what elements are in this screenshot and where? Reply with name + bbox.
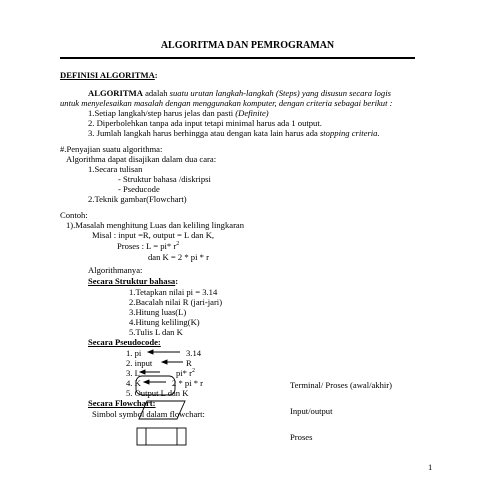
contoh-proses-sup: 2 bbox=[176, 241, 180, 248]
pseudo-line-1-left: 1. pi bbox=[126, 348, 142, 358]
definition-line-2: untuk menyelesaikan masalah dengan menggunakan komputer, dengan criteria sebagai berikut : bbox=[60, 98, 393, 108]
assign-arrowhead-4 bbox=[144, 380, 149, 384]
pseudo-line-4-right: 2 * pi * r bbox=[172, 378, 204, 388]
pseudo-line-1-right: 3.14 bbox=[186, 348, 202, 358]
penyajian-sub-2: - Pseducode bbox=[118, 184, 160, 194]
contoh-line-1: 1).Masalah menghitung Luas dan keliling lingkaran bbox=[66, 220, 245, 230]
contoh-misal: Misal : input =R, output = L dan K, bbox=[92, 230, 215, 240]
penyajian-line-1: Algorithma dapat disajikan dalam dua cara: bbox=[66, 154, 217, 164]
page-number: 1 bbox=[428, 462, 433, 472]
pseudo-line-3-left: 3. L bbox=[126, 368, 140, 378]
input-output-label: Input/output bbox=[290, 406, 333, 416]
penyajian-item-1: 1.Secara tulisan bbox=[88, 164, 143, 174]
flowchart-intro: Simbol symbol dalam flowchart: bbox=[92, 409, 205, 419]
struktur-heading-text: Secara Struktur bahasa bbox=[88, 276, 176, 286]
penyajian-item-2: 2.Teknik gambar(Flowchart) bbox=[88, 194, 187, 204]
flowchart-heading: Secara Flowchart: bbox=[88, 398, 156, 408]
process-label: Proses bbox=[290, 432, 313, 442]
terminal-label: Terminal/ Proses (awal/akhir) bbox=[290, 380, 393, 390]
criteria-item-1-italic: (Definite) bbox=[235, 108, 269, 118]
section-heading-text: DEFINISI ALGORITMA bbox=[60, 70, 155, 80]
penyajian-heading: #.Penyajian suatu algorithma: bbox=[60, 144, 163, 154]
struktur-step-3: 3.Hitung luas(L) bbox=[129, 307, 187, 317]
page-title: ALGORITMA DAN PEMROGRAMAN bbox=[160, 40, 335, 51]
struktur-step-4: 4.Hitung keliling(K) bbox=[129, 317, 200, 327]
contoh-dan: dan K = 2 * pi * r bbox=[148, 252, 209, 262]
criteria-item-3-italic: stopping criteria. bbox=[319, 128, 380, 138]
criteria-item-2: 2. Diperbolehkan tanpa ada input tetapi minimal harus ada 1 output. bbox=[88, 118, 322, 128]
struktur-heading-colon: : bbox=[175, 276, 179, 286]
terminal-symbol bbox=[136, 376, 175, 395]
pseudo-line-2-left: 2. input bbox=[126, 358, 153, 368]
pseudo-line-3-sup: 2 bbox=[192, 368, 195, 375]
criteria-item-3-text: 3. Jumlah langkah harus berhingga atau dengan kata lain harus ada bbox=[88, 128, 320, 138]
struktur-step-5: 5.Tulis L dan K bbox=[129, 327, 183, 337]
algoritmanya-label: Algorithmanya: bbox=[88, 265, 143, 275]
assign-arrowhead-2 bbox=[162, 360, 167, 364]
assign-arrowhead-1 bbox=[148, 350, 153, 354]
definition-term: ALGORITMA bbox=[88, 88, 143, 98]
pseudo-line-4-left: 4. K bbox=[126, 378, 141, 388]
input-output-symbol bbox=[139, 401, 185, 419]
contoh-proses-text: Proses : L = pi* r bbox=[117, 241, 177, 251]
definition-adalah: adalah bbox=[142, 88, 170, 98]
pseudo-line-5: 5. Output L dan K bbox=[126, 388, 189, 398]
section-heading-colon: : bbox=[154, 70, 158, 80]
definition-text-1: suatu urutan langkah-langkah (Steps) yang disusun secara logis bbox=[169, 88, 391, 98]
process-symbol bbox=[137, 428, 186, 445]
pseudo-line-2-right: R bbox=[186, 358, 192, 368]
pseudo-line-3-text: pi* r bbox=[176, 368, 192, 378]
criteria-item-1-text: 1.Setiap langkah/step harus jelas dan pasti bbox=[88, 108, 236, 118]
penyajian-sub-1: - Struktur bahasa /diskripsi bbox=[118, 174, 211, 184]
struktur-step-1: 1.Tetapkan nilai pi = 3.14 bbox=[129, 287, 218, 297]
struktur-step-2: 2.Bacalah nilai R (jari-jari) bbox=[129, 297, 223, 307]
pseudocode-heading: Secara Pseudocode: bbox=[88, 337, 161, 347]
assign-arrowhead-3 bbox=[140, 370, 145, 374]
contoh-heading: Contoh: bbox=[60, 210, 88, 220]
